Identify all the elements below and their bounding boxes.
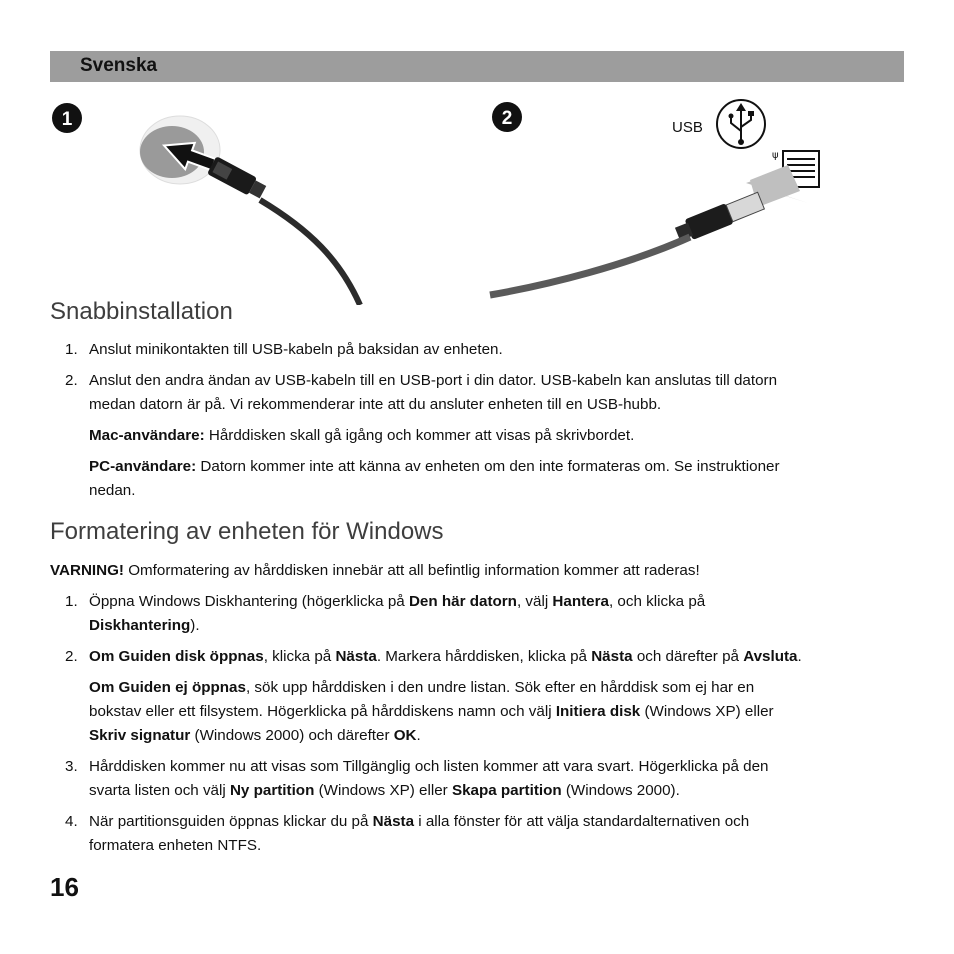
mini-usb-connector-icon xyxy=(207,156,268,201)
usb-symbol-icon xyxy=(717,100,765,148)
list-number: 3. xyxy=(65,758,78,775)
step-2-number: 2 xyxy=(501,108,513,129)
section-title-formatting: Formatering av enheten för Windows xyxy=(50,518,444,545)
list-item-text: Anslut den andra ändan av USB-kabeln till en USB-port i din dator. USB-kabeln kan anslutas till datorn medan datorn är på. Vi rekommenderar inte att du ansluter enheten till en USB-hubb. xyxy=(89,372,778,413)
section-title-quick-install: Snabbinstallation xyxy=(50,298,233,325)
list-number: 4. xyxy=(65,813,78,830)
language-header-bar xyxy=(50,51,904,82)
list-number: 2. xyxy=(65,372,78,389)
usb-cable-icon xyxy=(490,237,690,295)
svg-text:ψ: ψ xyxy=(772,150,779,161)
pc-users-note: PC-användare: Datorn kommer inte att känna av enheten om den inte formateras om. Se instruktioner nedan. xyxy=(89,458,780,499)
step-1-number: 1 xyxy=(61,109,73,130)
page-number: 16 xyxy=(50,872,79,902)
language-label: Svenska xyxy=(80,55,158,76)
usb-cable-icon xyxy=(260,200,360,305)
list-number: 2. xyxy=(65,648,78,665)
list-number: 1. xyxy=(65,341,78,358)
pc-label: PC-användare: xyxy=(89,458,197,475)
figure-step-2 xyxy=(488,95,828,305)
usb-label: USB xyxy=(672,119,703,136)
warning-note: VARNING! Omformatering av hårddisken innebär att all befintlig information kommer att raderas! xyxy=(50,562,700,579)
list-item-text: Om Guiden disk öppnas, klicka på Nästa. Markera hårddisken, klicka på Nästa och därefter på Avsluta. xyxy=(89,648,802,665)
list-item-text: Hårddisken kommer nu att visas som Tillgänglig och listen kommer att vara svart. Högerklicka på den svarta listen och välj Ny partition (Windows XP) eller Skapa partition (Windows 2000). xyxy=(89,758,769,799)
figure-step-1 xyxy=(50,100,380,305)
list-item-text: När partitionsguiden öppnas klickar du på Nästa i alla fönster för att välja standardalternativen och formatera enheten NTFS. xyxy=(89,813,750,854)
list-item-subtext: Om Guiden ej öppnas, sök upp hårddisken i den undre listan. Sök efter en hårddisk som ej har en bokstav eller ett filsystem. Högerklicka på hårddiskens namn och välj Initiera disk (Windows XP) eller Skriv signatur (Windows 2000) och därefter OK. xyxy=(89,679,774,744)
list-item-text: Anslut minikontakten till USB-kabeln på baksidan av enheten. xyxy=(89,341,503,358)
warning-label: VARNING! xyxy=(50,562,124,579)
mac-label: Mac-användare: xyxy=(89,427,205,444)
mac-users-note: Mac-användare: Hårddisken skall gå igång och kommer att visas på skrivbordet. xyxy=(89,427,635,444)
list-item-text: Öppna Windows Diskhantering (högerklicka på Den här datorn, välj Hantera, och klicka på Diskhantering). xyxy=(89,593,706,634)
list-number: 1. xyxy=(65,593,78,610)
